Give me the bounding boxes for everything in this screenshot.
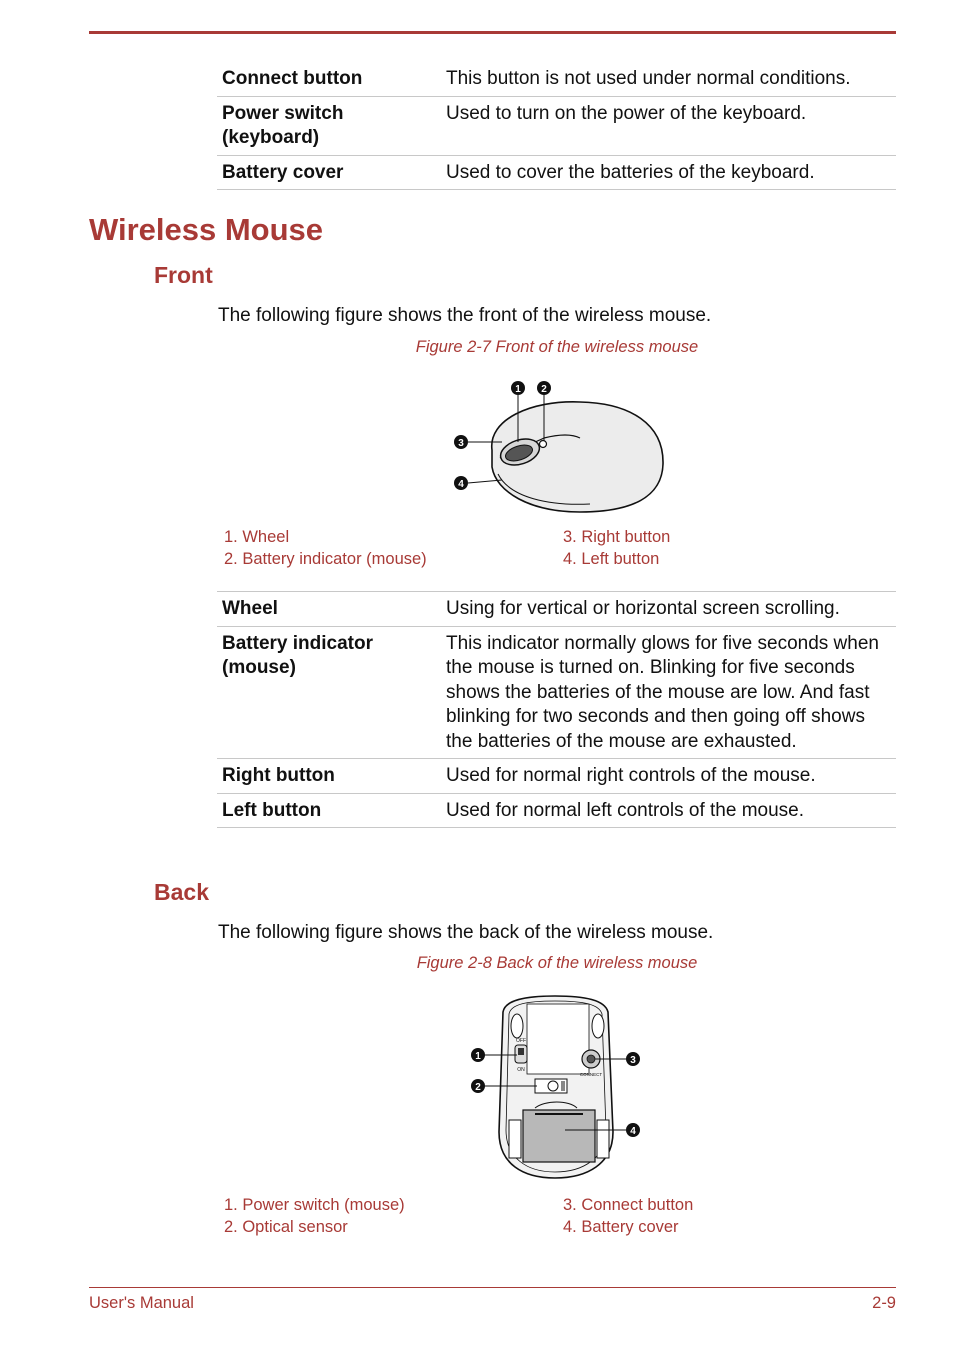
- svg-text:1: 1: [515, 384, 521, 395]
- svg-text:OFF: OFF: [516, 1038, 526, 1044]
- svg-text:2: 2: [541, 384, 547, 395]
- svg-text:2: 2: [475, 1082, 481, 1093]
- svg-text:ON: ON: [517, 1067, 525, 1073]
- description-cell: This indicator normally glows for five seconds when the mouse is turned on. Blinking for five seconds shows the batteries of the mouse are low. And fast blinking for two seconds and then going off shows the batteries of the mouse are exhausted.: [441, 626, 896, 759]
- optical-sensor-lens: [548, 1081, 558, 1091]
- description-cell: Used for normal right controls of the mouse.: [441, 759, 896, 794]
- callout-4: [626, 1123, 640, 1137]
- optical-sensor-led: [561, 1081, 565, 1091]
- callout-1: [511, 381, 525, 395]
- mouse-front-parts-table: [217, 591, 896, 828]
- term-cell: Battery indicator (mouse): [217, 626, 441, 759]
- back-legend-right: [563, 1194, 693, 1238]
- term-cell: Battery cover: [217, 155, 441, 190]
- front-heading: Front: [154, 262, 213, 288]
- callout-4: [454, 476, 468, 490]
- power-switch-slider: [518, 1048, 524, 1055]
- back-legend-left: [224, 1194, 405, 1238]
- description-cell: Used to turn on the power of the keyboard.: [441, 96, 896, 155]
- front-legend-right: [563, 526, 670, 570]
- footer-manual-title: User's Manual: [89, 1294, 194, 1312]
- callout-3: [626, 1052, 640, 1066]
- footer-rule: [89, 1287, 896, 1288]
- callout-2: [537, 381, 551, 395]
- front-intro: The following figure shows the front of the wireless mouse.: [218, 305, 712, 326]
- table-row: [217, 759, 896, 794]
- battery-cover-shape: [523, 1110, 595, 1162]
- front-figure-caption: Figure 2-7 Front of the wireless mouse: [415, 338, 699, 356]
- table-row: [217, 793, 896, 828]
- back-figure-caption: Figure 2-8 Back of the wireless mouse: [416, 954, 698, 972]
- description-cell: Used to cover the batteries of the keyboard.: [441, 155, 896, 190]
- back-intro: The following figure shows the back of the wireless mouse.: [218, 922, 714, 943]
- legend-item: 1. Wheel: [224, 528, 290, 546]
- legend-item: 3. Right button: [563, 528, 671, 546]
- callout-3: [454, 435, 468, 449]
- svg-text:4: 4: [458, 479, 464, 490]
- battery-indicator-shape: [540, 441, 547, 448]
- term-cell: Power switch (keyboard): [217, 96, 441, 155]
- callout-1: [471, 1048, 485, 1062]
- term-cell: Connect button: [217, 62, 441, 96]
- callout-2: [471, 1079, 485, 1093]
- foot-pad: [592, 1014, 604, 1038]
- label-plate: [527, 1004, 589, 1074]
- table-row: [217, 96, 896, 155]
- legend-item: 2. Battery indicator (mouse): [224, 550, 427, 568]
- header-rule: [89, 31, 896, 34]
- legend-item: 3. Connect button: [563, 1196, 694, 1214]
- back-heading: Back: [154, 879, 209, 905]
- side-rail: [597, 1120, 609, 1158]
- svg-text:3: 3: [458, 438, 464, 449]
- term-cell: Left button: [217, 793, 441, 828]
- side-rail: [509, 1120, 521, 1158]
- mouse-back-figure: [465, 992, 645, 1184]
- mouse-front-figure: [440, 372, 680, 522]
- foot-pad: [511, 1014, 523, 1038]
- section-title: Wireless Mouse: [89, 212, 324, 247]
- footer-page-number: 2-9: [872, 1294, 896, 1312]
- legend-item: 4. Left button: [563, 550, 660, 568]
- table-row: [217, 62, 896, 96]
- term-cell: Wheel: [217, 592, 441, 627]
- legend-item: 1. Power switch (mouse): [224, 1196, 405, 1214]
- svg-text:1: 1: [475, 1051, 481, 1062]
- table-row: [217, 155, 896, 190]
- term-cell: Right button: [217, 759, 441, 794]
- keyboard-parts-table: [217, 62, 896, 190]
- description-cell: Used for normal left controls of the mouse.: [441, 793, 896, 828]
- table-row: [217, 592, 896, 627]
- front-legend-left: [224, 526, 427, 570]
- svg-text:3: 3: [630, 1055, 636, 1066]
- description-cell: This button is not used under normal conditions.: [441, 62, 896, 96]
- table-row: [217, 626, 896, 759]
- svg-text:4: 4: [630, 1126, 636, 1137]
- svg-text:CONNECT: CONNECT: [579, 1072, 603, 1077]
- description-cell: Using for vertical or horizontal screen scrolling.: [441, 592, 896, 627]
- legend-item: 4. Battery cover: [563, 1218, 679, 1236]
- connect-button-core: [587, 1055, 595, 1063]
- legend-item: 2. Optical sensor: [224, 1218, 348, 1236]
